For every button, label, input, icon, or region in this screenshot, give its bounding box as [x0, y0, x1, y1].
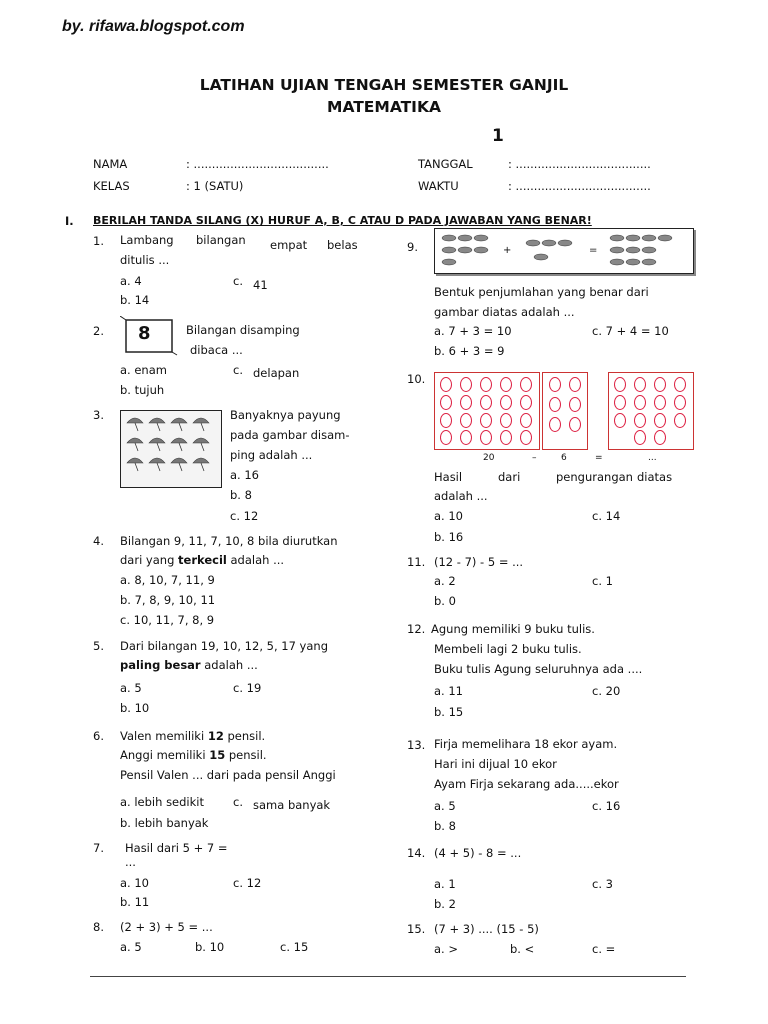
q11-text: (12 - 7) - 5 = ...: [434, 555, 524, 569]
q14-option-b[interactable]: b. 2: [434, 897, 456, 911]
q15-option-c[interactable]: c. =: [592, 942, 616, 956]
page-number: 1: [492, 126, 504, 146]
q8-text: (2 + 3) + 5 = ...: [120, 920, 213, 934]
fish-icon: [435, 229, 693, 273]
q10-option-b[interactable]: b. 16: [434, 530, 464, 544]
q3-text: pada gambar disam-: [230, 428, 350, 442]
q13-option-a[interactable]: a. 5: [434, 799, 456, 813]
q9-text: gambar diatas adalah ...: [434, 305, 575, 319]
fish-addition-figure: [434, 228, 694, 274]
q15-text: (7 + 3) .... (15 - 5): [434, 922, 539, 936]
q5-option-b[interactable]: b. 10: [120, 701, 150, 715]
q12-text: Buku tulis Agung seluruhnya ada ....: [434, 662, 643, 676]
q1-text: belas: [327, 238, 358, 252]
q7-number: 7.: [93, 841, 104, 855]
q4-option-c[interactable]: c. 10, 11, 7, 8, 9: [120, 613, 215, 627]
q5-text: Dari bilangan 19, 10, 12, 5, 17 yang: [120, 639, 328, 653]
q11-option-b[interactable]: b. 0: [434, 594, 456, 608]
q3-option-a[interactable]: a. 16: [230, 468, 259, 482]
q8-option-b[interactable]: b. 10: [195, 940, 225, 954]
q4-number: 4.: [93, 534, 104, 548]
q2-option-a[interactable]: a. enam: [120, 363, 167, 377]
q1-number: 1.: [93, 234, 104, 248]
nama-field[interactable]: : .....................................: [186, 157, 329, 171]
q5-text: paling besar adalah ...: [120, 658, 258, 672]
q9-option-b[interactable]: b. 6 + 3 = 9: [434, 344, 505, 358]
q2-figure-number: 8: [138, 323, 151, 344]
q10-option-c[interactable]: c. 14: [592, 509, 621, 523]
q15-option-a[interactable]: a. >: [434, 942, 458, 956]
q6-option-c[interactable]: sama banyak: [253, 798, 331, 812]
q8-number: 8.: [93, 920, 104, 934]
umbrella-figure: [120, 410, 222, 488]
q10-figure-box-result: [608, 372, 694, 450]
q10-text: adalah ...: [434, 489, 488, 503]
q11-option-c[interactable]: c. 1: [592, 574, 613, 588]
q13-option-b[interactable]: b. 8: [434, 819, 456, 833]
q8-option-c[interactable]: c. 15: [280, 940, 309, 954]
q11-option-a[interactable]: a. 2: [434, 574, 456, 588]
q12-number: 12.: [407, 622, 426, 636]
q3-option-b[interactable]: b. 8: [230, 488, 252, 502]
q2-option-c[interactable]: delapan: [253, 366, 300, 380]
q15-number: 15.: [407, 922, 426, 936]
q10-text: dari: [498, 470, 521, 484]
umbrella-icon: [121, 411, 221, 487]
q5-option-a[interactable]: a. 5: [120, 681, 142, 695]
q10-number: 10.: [407, 372, 426, 386]
q3-option-c[interactable]: c. 12: [230, 509, 259, 523]
q1-text: Lambang: [120, 233, 174, 247]
tanggal-field[interactable]: : .....................................: [508, 157, 651, 171]
nama-label: NAMA: [93, 157, 128, 171]
q10-text: diatas: [637, 470, 673, 484]
q13-text: Hari ini dijual 10 ekor: [434, 757, 557, 771]
q5-number: 5.: [93, 639, 104, 653]
q10-fig-label: 6: [561, 453, 567, 463]
q1-option-c[interactable]: 41: [253, 278, 268, 292]
q9-equals: =: [589, 245, 598, 256]
q6-number: 6.: [93, 729, 104, 743]
q10-fig-label: –: [532, 453, 537, 463]
q10-fig-label: ...: [648, 453, 657, 463]
q12-option-c[interactable]: c. 20: [592, 684, 621, 698]
section-instruction: BERILAH TANDA SILANG (X) HURUF A, B, C ATAU D PADA JAWABAN YANG BENAR!: [93, 214, 592, 227]
q5-option-c[interactable]: c. 19: [233, 681, 262, 695]
q9-option-a[interactable]: a. 7 + 3 = 10: [434, 324, 512, 338]
q12-option-a[interactable]: a. 11: [434, 684, 463, 698]
q13-text: Ayam Firja sekarang ada.....ekor: [434, 777, 619, 791]
q3-text: Banyaknya payung: [230, 408, 341, 422]
q10-figure-box-6: [542, 372, 588, 450]
q6-option-a[interactable]: a. lebih sedikit: [120, 795, 204, 809]
q13-option-c[interactable]: c. 16: [592, 799, 621, 813]
q15-option-b[interactable]: b. <: [510, 942, 535, 956]
q14-option-c[interactable]: c. 3: [592, 877, 613, 891]
q2-option-c-letter[interactable]: c.: [233, 363, 243, 377]
waktu-label: WAKTU: [418, 179, 459, 193]
q10-figure-box-20: [434, 372, 540, 450]
q12-text: Agung memiliki 9 buku tulis.: [431, 622, 595, 636]
q14-number: 14.: [407, 846, 426, 860]
q2-text: dibaca ...: [190, 343, 243, 357]
q13-number: 13.: [407, 738, 426, 752]
q6-option-c-letter[interactable]: c.: [233, 795, 243, 809]
q14-option-a[interactable]: a. 1: [434, 877, 456, 891]
q10-text: Hasil: [434, 470, 463, 484]
page-subtitle: MATEMATIKA: [327, 98, 441, 116]
q1-option-a[interactable]: a. 4: [120, 274, 142, 288]
q8-option-a[interactable]: a. 5: [120, 940, 142, 954]
q4-text: dari yang terkecil adalah ...: [120, 553, 285, 567]
q4-option-b[interactable]: b. 7, 8, 9, 10, 11: [120, 593, 216, 607]
q7-option-c[interactable]: c. 12: [233, 876, 262, 890]
q1-text: empat: [270, 238, 308, 252]
section-number: I.: [65, 214, 74, 228]
q6-option-b[interactable]: b. lebih banyak: [120, 816, 209, 830]
q14-text: (4 + 5) - 8 = ...: [434, 846, 522, 860]
q10-fig-label: =: [595, 453, 603, 463]
q7-text: Hasil dari 5 + 7 =: [125, 841, 228, 855]
q3-number: 3.: [93, 408, 104, 422]
q2-option-b[interactable]: b. tujuh: [120, 383, 165, 397]
kelas-label: KELAS: [93, 179, 130, 193]
q12-text: Membeli lagi 2 buku tulis.: [434, 642, 582, 656]
q6-text: Anggi memiliki 15 pensil.: [120, 748, 267, 762]
q10-text: pengurangan: [556, 470, 633, 484]
q1-text: bilangan: [196, 233, 246, 247]
q4-text: Bilangan 9, 11, 7, 10, 8 bila diurutkan: [120, 534, 338, 548]
q2-text: Bilangan disamping: [186, 323, 300, 337]
q1-text: ditulis ...: [120, 253, 170, 267]
q10-option-a[interactable]: a. 10: [434, 509, 463, 523]
q10-fig-label: 20: [483, 453, 495, 463]
footer-divider: [90, 976, 686, 977]
q6-text: Valen memiliki 12 pensil.: [120, 729, 266, 743]
q1-option-b[interactable]: b. 14: [120, 293, 150, 307]
site-header: by. rifawa.blogspot.com: [62, 18, 245, 35]
q4-option-a[interactable]: a. 8, 10, 7, 11, 9: [120, 573, 215, 587]
q7-option-b[interactable]: b. 11: [120, 895, 150, 909]
page-title: LATIHAN UJIAN TENGAH SEMESTER GANJIL: [199, 76, 569, 94]
q7-option-a[interactable]: a. 10: [120, 876, 149, 890]
q9-option-c[interactable]: c. 7 + 4 = 10: [592, 324, 669, 338]
q11-number: 11.: [407, 555, 426, 569]
q3-text: ping adalah ...: [230, 448, 313, 462]
q12-option-b[interactable]: b. 15: [434, 705, 464, 719]
kelas-value: : 1 (SATU): [186, 179, 244, 193]
tanggal-label: TANGGAL: [418, 157, 473, 171]
q7-text: ...: [125, 855, 136, 869]
q9-number: 9.: [407, 240, 418, 254]
q13-text: Firja memelihara 18 ekor ayam.: [434, 737, 618, 751]
q2-number: 2.: [93, 324, 104, 338]
q9-plus: +: [503, 245, 512, 256]
q9-text: Bentuk penjumlahan yang benar dari: [434, 285, 649, 299]
waktu-field[interactable]: : .....................................: [508, 179, 651, 193]
q1-option-c-letter[interactable]: c.: [233, 274, 243, 288]
q6-text: Pensil Valen ... dari pada pensil Anggi: [120, 768, 336, 782]
